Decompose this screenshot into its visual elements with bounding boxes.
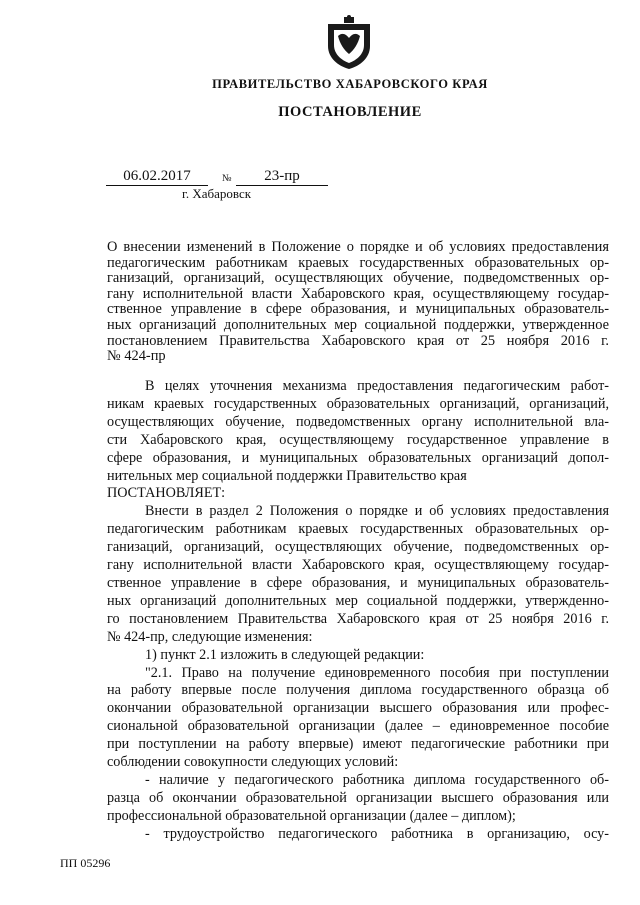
- city-label: г. Хабаровск: [182, 186, 252, 201]
- government-title: ПРАВИТЕЛЬСТВО ХАБАРОВСКОГО КРАЯ: [212, 77, 488, 91]
- decree-number: 23-пр: [236, 168, 328, 186]
- body-line: - наличие у педагогического работника диплома государственного об-: [145, 771, 609, 788]
- subject-line: гану исполнительной власти Хабаровского края, осуществляющему государ-: [107, 285, 609, 302]
- body-line: профессиональной образовательной организации (далее – диплом);: [107, 807, 516, 824]
- body-line: ных организаций дополнительных мер социальной поддержки, утвержденно-: [107, 592, 609, 609]
- body-line: - трудоустройство педагогического работника в организацию, осу-: [145, 825, 609, 842]
- body-line: № 424-пр, следующие изменения:: [107, 628, 313, 645]
- body-line: ПОСТАНОВЛЯЕТ:: [107, 485, 226, 502]
- body-line: гану исполнительной власти Хабаровского края, осуществляющему государ-: [107, 557, 609, 574]
- subject-line: № 424-пр: [107, 348, 166, 365]
- subject-line: постановлением Правительства Хабаровского края от 25 ноября 2016 г.: [107, 332, 609, 349]
- body-line: соблюдении совокупности следующих условий:: [107, 754, 399, 771]
- decree-date: 06.02.2017: [106, 168, 208, 186]
- body-line: педагогическим работникам краевых государственных образовательных ор-: [107, 521, 609, 538]
- body-line: нительных мер социальной поддержки Правительство края: [107, 467, 467, 484]
- subject-line: педагогическим работникам краевых государственных образовательных ор-: [107, 254, 609, 271]
- body-line: ственное управление в сфере образования, и муниципальных образователь-: [107, 574, 609, 591]
- body-line: сфере образования, и муниципальных образовательных организаций допол-: [107, 449, 609, 466]
- body-line: 1) пункт 2.1 изложить в следующей редакции:: [145, 646, 425, 663]
- body-text: [107, 378, 609, 844]
- body-line: "2.1. Право на получение единовременного пособия при поступлении: [145, 664, 609, 681]
- footer-code: ПП 05296: [60, 856, 111, 870]
- document-type: ПОСТАНОВЛЕНИЕ: [278, 104, 422, 120]
- subject-line: О внесении изменений в Положение о порядке и об условиях предоставления: [107, 239, 609, 255]
- subject-line: ганизаций, организаций, осуществляющих обучение, подведомственных ор-: [107, 270, 609, 287]
- body-line: при поступлении на работу впервые) имеют педагогические работники при: [107, 736, 609, 753]
- subject-line: ственное управление в сфере образования, и муниципальных образователь-: [107, 301, 609, 318]
- subject-block: [107, 240, 609, 365]
- body-line: осуществляющих обучение, подведомственных органу исполнительной вла-: [107, 413, 609, 430]
- body-line: на работу впервые после получения диплома государственного образца об: [107, 682, 609, 699]
- body-line: сти Хабаровского края, осуществляющему государственное управление в: [107, 431, 609, 448]
- body-line: никам краевых государственных образовательных организаций, организаций,: [107, 395, 609, 412]
- body-line: В целях уточнения механизма предоставления педагогическим работ-: [145, 378, 609, 394]
- body-line: сиональной образовательной организации (далее – единовременное пособие: [107, 718, 609, 735]
- subject-line: ных организаций дополнительных мер социальной поддержки, утвержденное: [107, 316, 609, 333]
- coat-of-arms-emblem: [324, 14, 374, 70]
- body-line: окончании образовательной организации высшего образования или профес-: [107, 700, 609, 717]
- body-line: Внести в раздел 2 Положения о порядке и об условиях предоставления: [145, 503, 609, 520]
- body-line: ганизаций, организаций, осуществляющих обучение, подведомственных ор-: [107, 539, 609, 556]
- body-line: разца об окончании образовательной организации высшего образования или: [107, 789, 609, 806]
- number-sign: №: [222, 173, 232, 184]
- body-line: го постановлением Правительства Хабаровского края от 25 ноября 2016 г.: [107, 610, 609, 627]
